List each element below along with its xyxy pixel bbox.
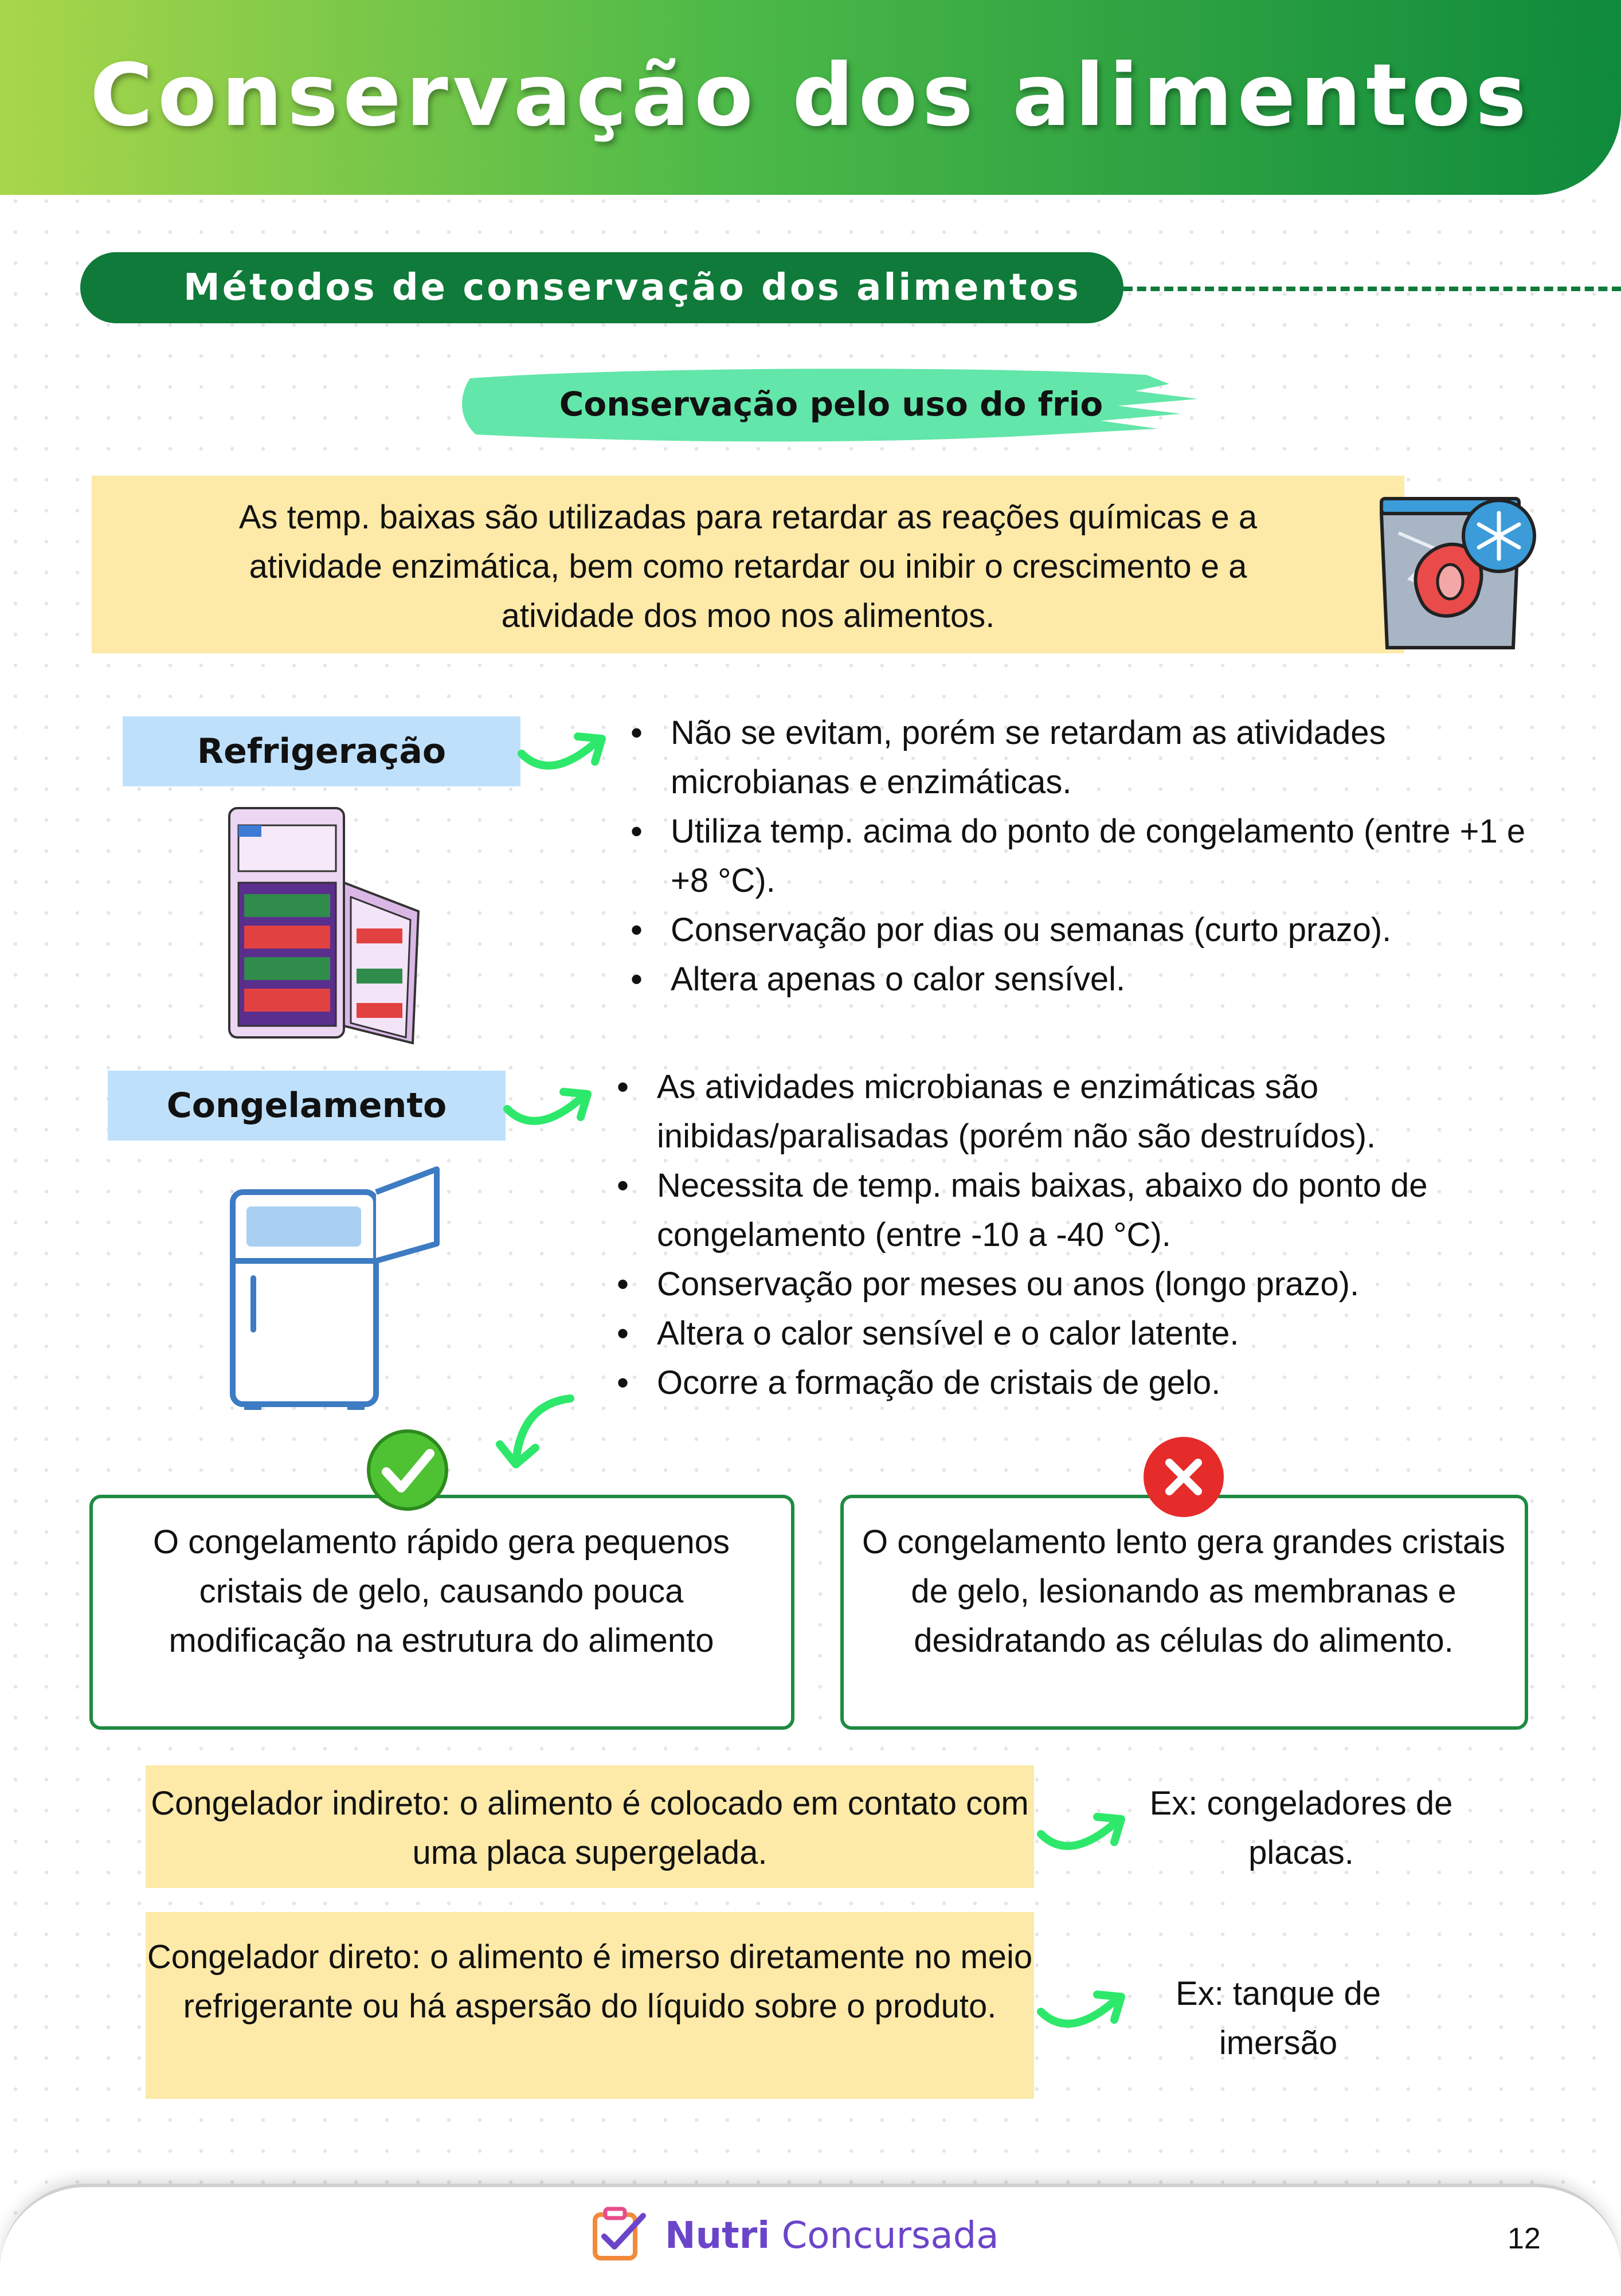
indirect-example: Ex: congeladores de placas. [1149,1785,1453,1871]
list-item: • Utiliza temp. acima do ponto de congelamento (entre +1 e +8 °C). [625,807,1565,906]
brand-primary: Nutri [665,2215,770,2257]
intro-line: atividade dos moo nos alimentos. [501,597,995,634]
list-item: • Não se evitam, porém se retardam as atividades microbianas e enzimáticas. [625,708,1565,807]
direct-example: Ex: tanque de imersão [1176,1975,1381,2062]
list-item: • Altera apenas o calor sensível. [625,955,1565,1004]
refrigeration-label: Refrigeração [123,716,520,786]
refrigeration-bullets [625,708,1565,1004]
subtitle: Conservação pelo uso do frio [559,385,1103,424]
indirect-freezer-text: Congelador indireto: o alimento é colocado em contato com uma placa supergelada. [151,1785,1029,1871]
curved-arrow-icon [1035,1977,1133,2040]
curved-arrow-icon [1035,1800,1133,1863]
list-item: • Ocorre a formação de cristais de gelo. [611,1358,1551,1408]
fridge-outline-icon [224,1158,447,1410]
list-item: • Conservação por dias ou semanas (curto prazo). [625,906,1565,955]
frozen-meat-bag-icon [1370,487,1536,659]
brand-logo-text [665,2210,999,2262]
curved-arrow-icon [502,1075,599,1138]
list-item: • Conservação por meses ou anos (longo prazo). [611,1260,1551,1309]
slow-freezing-text: O congelamento lento gera grandes cristais de gelo, lesionando as membranas e desidratando as células do alimento. [862,1523,1505,1659]
check-icon [365,1427,451,1513]
intro-text [115,493,1381,641]
direct-freezer-text: Congelador direto: o alimento é imerso diretamente no meio refrigerante ou há aspersão do líquido sobre o produto. [147,1938,1033,2025]
curved-arrow-icon [493,1387,585,1479]
brand-secondary: Concursada [781,2215,999,2257]
nutri-logo-icon [590,2204,648,2262]
page-number: 12 [1508,2222,1541,2255]
fast-freezing-text: O congelamento rápido gera pequenos cristais de gelo, causando pouca modificação na estrutura do alimento [152,1523,730,1659]
cross-icon [1141,1434,1227,1520]
list-item: • Necessita de temp. mais baixas, abaixo do ponto de congelamento (entre -10 a -40 °C). [611,1161,1551,1260]
freezing-label: Congelamento [108,1071,506,1141]
page-title: Conservação dos alimentos [89,46,1532,146]
list-item: • Altera o calor sensível e o calor latente. [611,1309,1551,1358]
freezing-bullets [611,1063,1551,1408]
curved-arrow-icon [516,719,613,782]
open-fridge-icon [224,802,430,1049]
section-title: Métodos de conservação dos alimentos [80,252,1123,323]
list-item: • As atividades microbianas e enzimáticas são inibidas/paralisadas (porém não são destruídos). [611,1063,1551,1161]
dashed-divider [1123,287,1621,291]
intro-line: atividade enzimática, bem como retardar ou inibir o crescimento e a [249,548,1247,585]
intro-line: As temp. baixas são utilizadas para retardar as reações químicas e a [238,499,1258,536]
